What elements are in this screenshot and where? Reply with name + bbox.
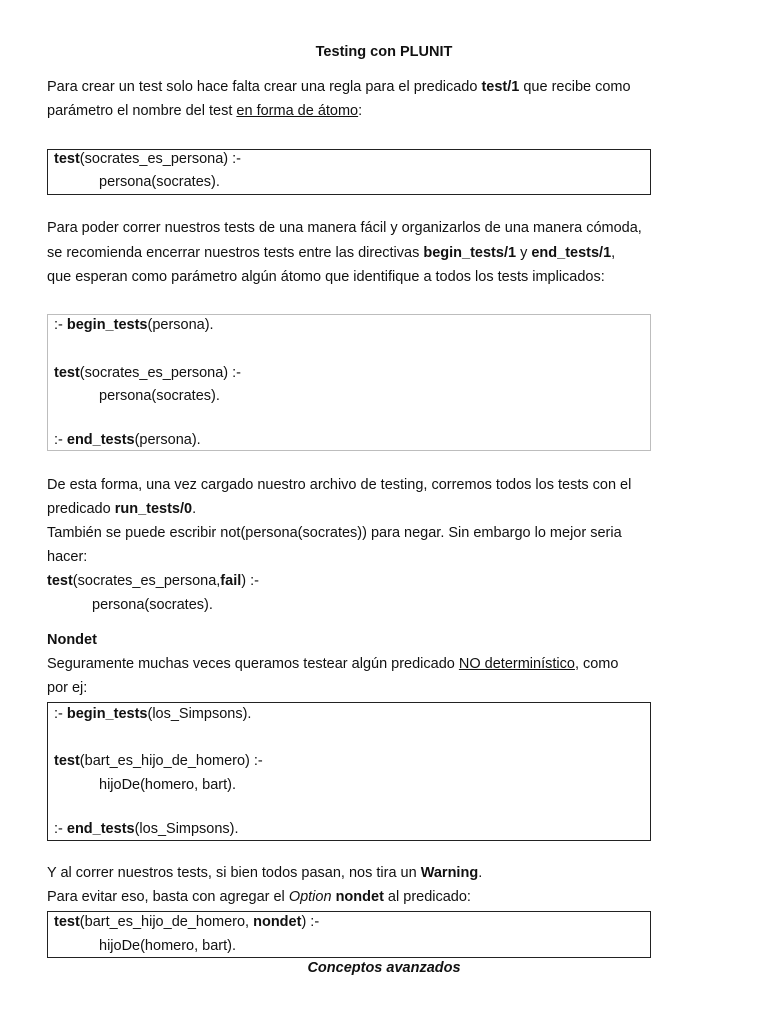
para3-line-4: hacer: [47, 549, 88, 565]
nondet-heading: Nondet [47, 632, 97, 648]
code2-line-3: persona(socrates). [99, 388, 220, 404]
nondet-line-1: Seguramente muchas veces queramos testear algún predicado NO determinístico, como [47, 656, 619, 672]
para4-line-1: Y al correr nuestros tests, si bien todos pasan, nos tira un Warning. [47, 865, 483, 881]
code3-line-2: test(bart_es_hijo_de_homero) :- [54, 753, 263, 769]
code3-line-1: :- begin_tests(los_Simpsons). [54, 706, 252, 722]
intro-line-1: Para crear un test solo hace falta crear una regla para el predicado test/1 que recibe como [47, 79, 631, 95]
page-title: Testing con PLUNIT [315, 44, 453, 60]
para2-line-1: Para poder correr nuestros tests de una manera fácil y organizarlos de una manera cómoda, [47, 220, 642, 236]
nondet-line-2: por ej: [47, 680, 88, 696]
para3-line-2: predicado run_tests/0. [47, 501, 197, 517]
code1-line-2: persona(socrates). [99, 174, 220, 190]
code2-line-1: :- begin_tests(persona). [54, 317, 214, 333]
para4-line-2: Para evitar eso, basta con agregar el Option nondet al predicado: [47, 889, 471, 905]
para3-line-3: También se puede escribir not(persona(socrates)) para negar. Sin embargo lo mejor seria [47, 525, 622, 541]
code2-line-4: :- end_tests(persona). [54, 432, 201, 448]
code-box-begin-end-persona [47, 314, 651, 451]
para3-line-5: test(socrates_es_persona,fail) :- [47, 573, 259, 589]
para3-line-1: De esta forma, una vez cargado nuestro archivo de testing, corremos todos los tests con el [47, 477, 632, 493]
section-heading-conceptos-avanzados: Conceptos avanzados [307, 960, 461, 976]
code4-line-1: test(bart_es_hijo_de_homero, nondet) :- [54, 914, 320, 930]
intro-line-2: parámetro el nombre del test en forma de átomo: [47, 103, 363, 119]
para3-line-6: persona(socrates). [92, 597, 213, 613]
code1-line-1: test(socrates_es_persona) :- [54, 151, 241, 167]
para2-line-2: se recomienda encerrar nuestros tests entre las directivas begin_tests/1 y end_tests/1, [47, 245, 616, 261]
code3-line-3: hijoDe(homero, bart). [99, 777, 236, 793]
code4-line-2: hijoDe(homero, bart). [99, 938, 236, 954]
code3-line-4: :- end_tests(los_Simpsons). [54, 821, 239, 837]
para2-line-3: que esperan como parámetro algún átomo que identifique a todos los tests implicados: [47, 269, 605, 285]
code2-line-2: test(socrates_es_persona) :- [54, 365, 241, 381]
